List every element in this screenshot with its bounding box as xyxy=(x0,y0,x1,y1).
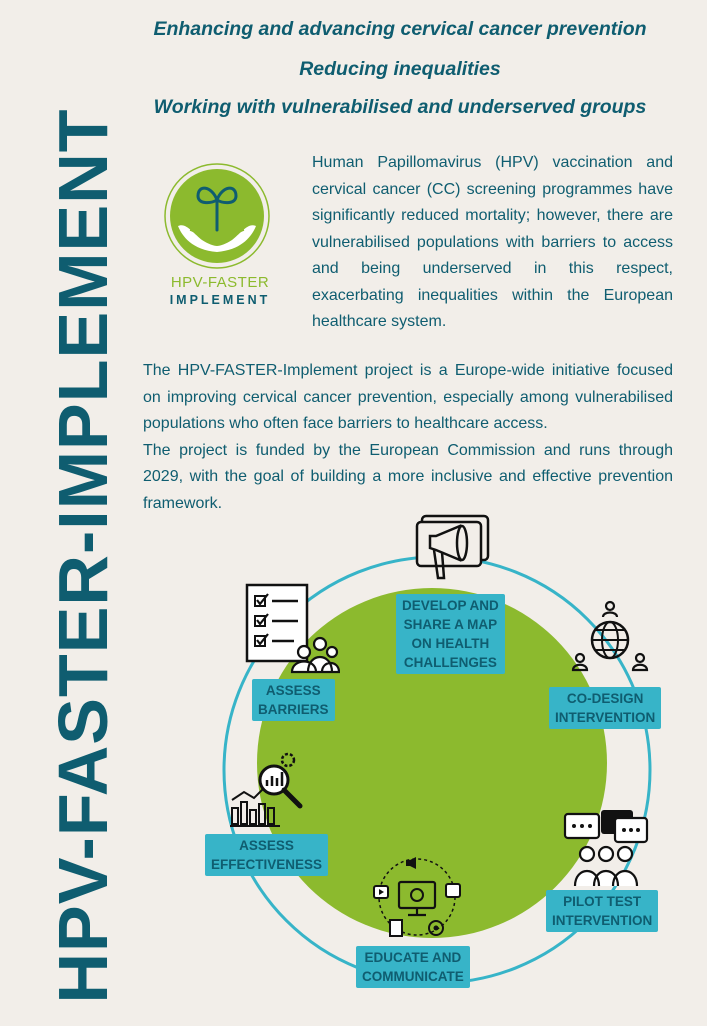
media-hub-icon xyxy=(370,852,464,942)
step-label-line: COMMUNICATE xyxy=(362,969,464,984)
step-label-line: CHALLENGES xyxy=(403,655,497,670)
step-label-line: ON HEALTH xyxy=(411,636,490,651)
step-label-line: INTERVENTION xyxy=(555,710,656,725)
step-label-line: CO-DESIGN xyxy=(566,691,644,706)
step-label-co-design xyxy=(549,687,661,729)
step-label-line: ASSESS xyxy=(265,683,321,698)
description-paragraph-2: The project is funded by the European Commission and runs through 2029, with the goal of building a more inclusive and effective prevention framework. xyxy=(143,441,673,512)
step-label-line: SHARE A MAP xyxy=(403,617,498,632)
step-label-line: BARRIERS xyxy=(258,702,329,717)
discussion-icon xyxy=(563,808,649,888)
step-label-pilot-test xyxy=(546,890,658,932)
logo-line-1: HPV-FASTER xyxy=(170,274,270,291)
step-label-line: ASSESS xyxy=(239,838,294,853)
step-label-assess-effectiveness xyxy=(205,834,328,876)
vertical-title: HPV-FASTER-IMPLEMENT xyxy=(44,108,122,1004)
globe-people-icon xyxy=(570,600,650,680)
tagline-2: Reducing inequalities xyxy=(299,58,501,80)
step-label-line: INTERVENTION xyxy=(552,913,653,928)
step-label-line: DEVELOP AND xyxy=(402,598,499,613)
step-label-assess-barriers xyxy=(252,679,335,721)
megaphone-icon xyxy=(414,512,492,584)
step-label-educate xyxy=(356,946,470,988)
tagline-3: Working with vulnerabilised and underserved groups xyxy=(153,96,647,118)
intro-paragraph: Human Papillomavirus (HPV) vaccination and cervical cancer (CC) screening programmes have significantly reduced mortality; however, there are vulnerabilised populations with barriers to access and being underserved in this respect, exacerbating inequalities within the European healthcare system. xyxy=(312,154,673,330)
tagline-1: Enhancing and advancing cervical cancer prevention xyxy=(153,18,647,40)
step-label-line: EDUCATE AND xyxy=(364,950,462,965)
checklist-group-icon xyxy=(244,582,340,676)
analytics-icon xyxy=(228,752,308,830)
step-label-line: EFFECTIVENESS xyxy=(211,857,323,872)
step-label-develop-map xyxy=(396,594,505,674)
step-label-line: PILOT TEST xyxy=(563,894,642,909)
logo-line-2: IMPLEMENT xyxy=(169,293,271,307)
description-paragraph-1: The HPV-FASTER-Implement project is a Europe-wide initiative focused on improving cervical cancer prevention, especially among vulnerabilised populations who often face barriers to healthcare access. xyxy=(143,362,673,432)
